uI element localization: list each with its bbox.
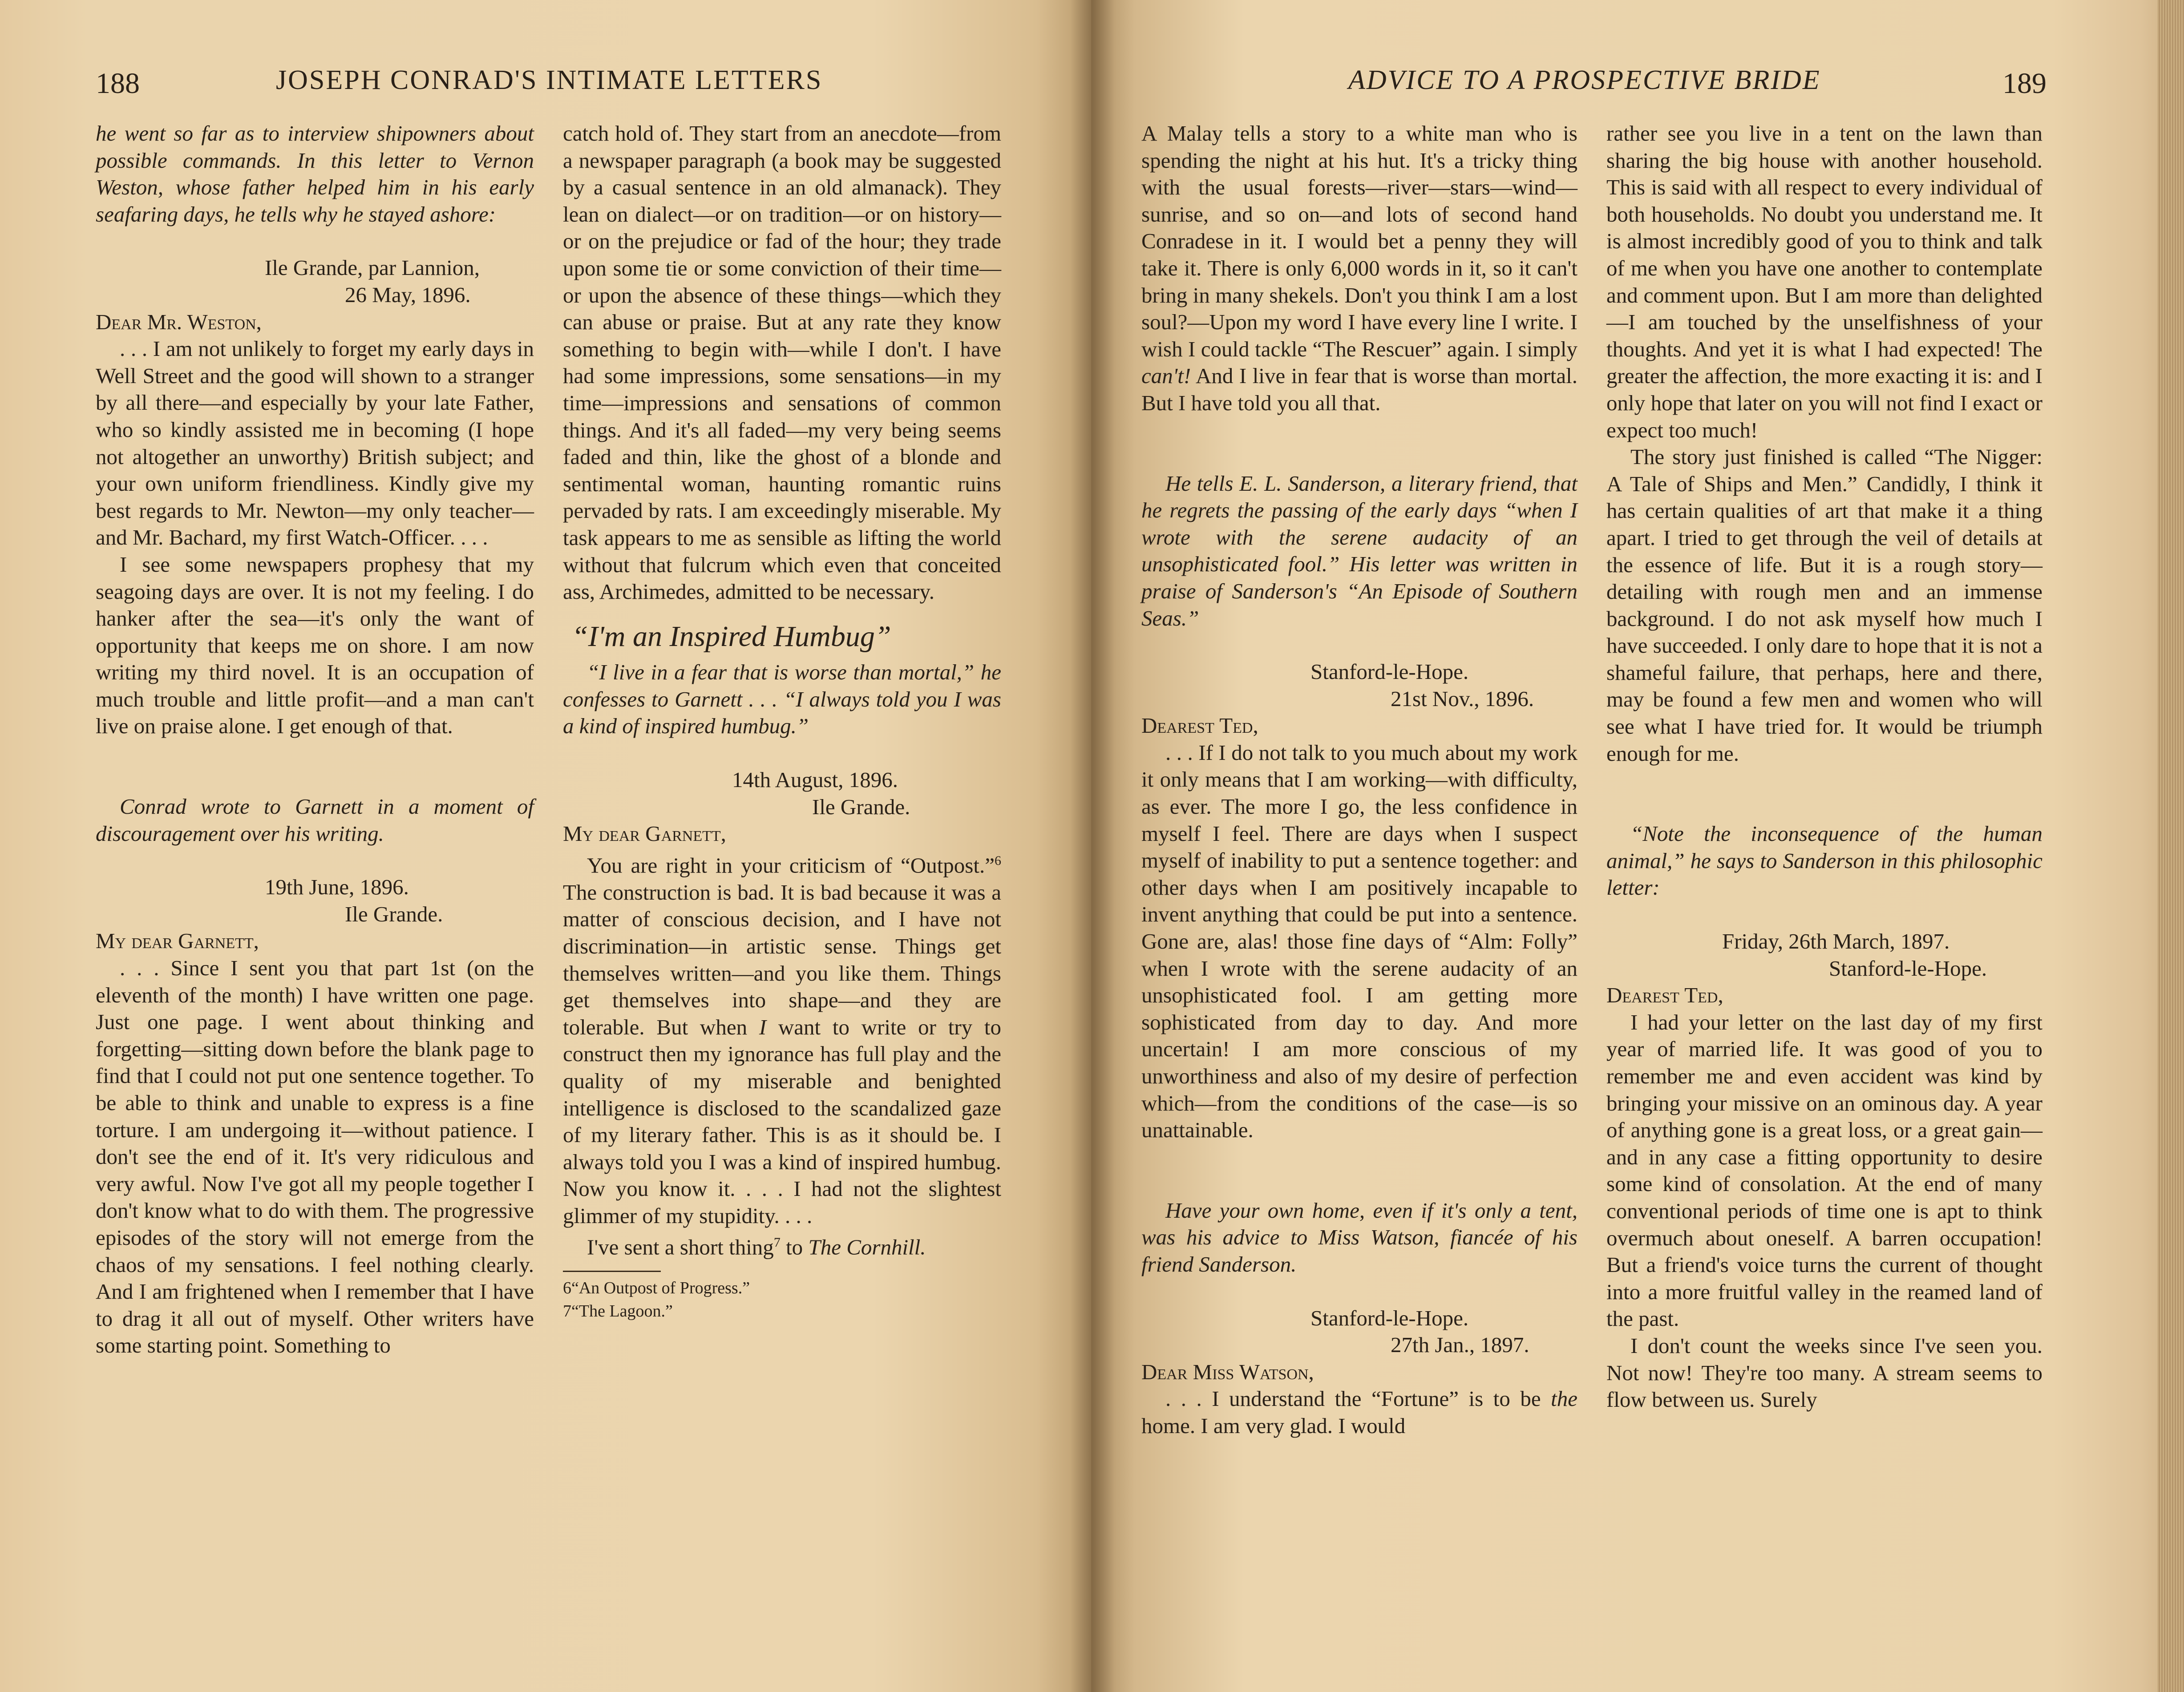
left-column-1 [96, 120, 534, 1359]
left-column-2 [563, 120, 1001, 1323]
letter-paragraph: I don't count the weeks since I've seen you. Not now! They're too many. A stream seems to flow between us. Surely [1606, 1333, 2042, 1412]
section-heading: “I'm an Inspired Humbug” [572, 620, 891, 653]
right-column-1 [1141, 120, 1577, 1440]
letter-paragraph: rather see you live in a tent on the lawn than sharing the big house with another household. This is said with all respect to every individual of both households. No doubt you understand me. It is almost incredibly good of you to think and talk of me when you have one another to contemplate and comment upon. But I am more than delighted—I am touched by the unselfishness of your thoughts. And yet it is what I had expected! The greater the affection, the more exacting it is: and I only hope that later on you will not find I exact or expect too much! [1606, 121, 2042, 442]
letter-paragraph: . . . I am not unlikely to forget my early days in Well Street and the good will shown to a stranger by all there—and especially by your late Father, who so kindly assisted me in becoming (I hope not altogether an unworthy) British subject; and your own uniform friendliness. Kindly give my best regards to Mr. Newton—my only teacher—and Mr. Bachard, my first Watch-Officer. . . . [96, 336, 534, 550]
intro-weston: he went so far as to interview shipowners about possible commands. In this letter to Vernon Weston, whose father helped him in his early seafaring days, he tells why he stayed ashore: [96, 121, 534, 226]
salutation-garnett: My dear Garnett, [96, 929, 259, 953]
letter-paragraph: . . . Since I sent you that part 1st (on the eleventh of the month) I have written one page. Just one page. I went about thinking and forgetting—sitting down before the blank page to find that I could not put one sentence together. To be able to think and unable to express is a fine torture. I am undergoing it—without patience. I don't see the end of it. It's very ridiculous and very awful. Now I've got all my people together I don't know what to do with them. The progressive episodes of the story will not emerge from the chaos of my sensations. I feel nothing clearly. And I am frightened when I remember that I have to drag it all out of myself. Other writers have some starting point. Something to [96, 956, 534, 1358]
page-edges [2157, 0, 2184, 1692]
letter-paragraph: You are right in your criticism of “Outpost.”$^6$ The construction is bad. It is bad because it was a matter of conscious decision, and I have not discrimination—in artistic sense. Things get themselves written—and you like them. Things get themselves into shape—and they are tolerable. But when I want to write or try to construct then my ignorance has full play and the quality of my miserable and benighted intelligence is disclosed to the scandalized gaze of my literary father. This is as it should be. I always told you I was a kind of inspired humbug. Now you know it. . . . I had not the slightest glimmer of my stupidity. . . . [563, 853, 1001, 1228]
dateline-place: Stanford-le-Hope. [1310, 1305, 1469, 1330]
letter-paragraph: A Malay tells a story to a white man who is spending the night at his hut. It's a tricky thing with the usual forests—river—stars—wind—sunrise, and so on—and lots of second hand Conradese in it. I would bet a penny they will take it. There is only 6,000 words in it, so it can't bring in many shekels. Don't you think I am a lost soul?—Upon my word I have every line I write. I wish I could tackle “The Rescuer” again. I simply can't! And I live in fear that is worse than mortal. But I have told you all that. [1141, 121, 1577, 415]
letter-paragraph: I see some newspapers prophesy that my seagoing days are over. It is not my feeling. I do hanker after the sea—it's only the want of opportunity that keeps me on shore. I am now writing my third novel. It is an occupation of much trouble and little profit—and a man can't live on praise alone. I get enough of that. [96, 552, 534, 739]
intro-inconsequence: “Note the inconsequence of the human animal,” he says to Sanderson in this philosophic letter: [1606, 821, 2042, 900]
letter-paragraph: catch hold of. They start from an anecdote—from a newspaper paragraph (a book may be suggested by a casual sentence in an old almanack). They lean on dialect—or on tradition—or on history—or on the prejudice or fad of the hour; they trade upon some tie or some conviction of their time—or upon the absence of these things—which they can abuse or praise. But at any rate they know something to begin with—while I don't. I have had some impressions, some sensations—in my time—impressions and sensations of common things. And it's all faded—my very being seems faded and thin, like the ghost of a blonde and sentimental woman, haunting romantic ruins pervaded by rats. I am exceedingly miserable. My task appears to me as sensible as lifting the world without that fulcrum which even that conceited ass, Archimedes, admitted to be necessary. [563, 121, 1001, 604]
left-running-head: JOSEPH CONRAD'S INTIMATE LETTERS [276, 65, 823, 95]
intro-garnett: Conrad wrote to Garnett in a moment of discouragement over his writing. [96, 794, 534, 846]
footnote-7: 7“The Lagoon.” [563, 1302, 673, 1321]
letter-paragraph: I had your letter on the last day of my first year of married life. It was good of you to remember me and even accident was kind by bringing your missive on an ominous day. A year of anything gone is a great loss, or a great gain—and in any case a fitting opportunity to desire some kind of consolation. At the end of many conventional periods of time one is apt to think overmuch about oneself. A barren occupation! But a friend's voice turns the current of thought into a more fruitful valley in the reamed land of the past. [1606, 1010, 2042, 1331]
dateline-place: Stanford-le-Hope. [1310, 659, 1469, 684]
intro-watson: Have your own home, even if it's only a tent, was his advice to Miss Watson, fiancée of his friend Sanderson. [1141, 1198, 1577, 1276]
footnote-rule [563, 1271, 661, 1272]
dateline-date: 27th Jan., 1897. [1391, 1333, 1529, 1357]
book-gutter [1070, 0, 1115, 1692]
salutation-ted: Dearest Ted, [1606, 983, 1723, 1008]
dateline-place: Stanford-le-Hope. [1829, 956, 1987, 981]
left-folio: 188 [96, 67, 140, 100]
intro-sanderson: He tells E. L. Sanderson, a literary friend, that he regrets the passing of the early days “when I wrote with the serene audacity of an unsophisticated fool.” His letter was written in praise of Sanderson's “An Episode of Southern Seas.” [1141, 471, 1577, 630]
dateline-place: Ile Grande. [345, 901, 443, 926]
dateline-date: Friday, 26th March, 1897. [1722, 929, 1950, 954]
dateline-date: 26 May, 1896. [345, 282, 471, 307]
letter-paragraph: The story just finished is called “The Nigger: A Tale of Ships and Men.” Candidly, I think it has certain qualities of art that make it a thing apart. I tried to get through the veil of details at the essence of life. But it is a rough story—detailing with rough men and an immense background. I do not ask myself how much I have succeeded. I only dare to hope that it is not a shameful failure, that perhaps, here and there, may be found a few men and women who will see what I have tried for. It would be triumph enough for me. [1606, 444, 2042, 766]
footnote-6: 6“An Outpost of Progress.” [563, 1279, 750, 1298]
salutation-ted: Dearest Ted, [1141, 713, 1258, 738]
dateline-place: Ile Grande, par Lannion, [265, 255, 480, 280]
dateline-date: 21st Nov., 1896. [1391, 686, 1534, 711]
letter-paragraph: . . . If I do not talk to you much about my work it only means that I am working—with difficulty, as ever. The more I go, the less confidence in myself I feel. There are days when I suspect myself of inability to put a sentence together: and other days when I am positively incapable to invent anything that could be put into a sentence. Gone are, alas! those fine days of “Alm: Folly” when I wrote with the serene audacity of an unsophisticated fool. I am getting more sophisticated from day to day. And more uncertain! I am more conscious of my unworthiness and also of my desire of perfection which—from the conditions of the case—is so unattainable. [1141, 740, 1577, 1143]
dateline-place: Ile Grande. [812, 794, 910, 819]
right-column-2 [1606, 120, 2042, 1413]
salutation-watson: Dear Miss Watson, [1141, 1359, 1314, 1384]
right-folio: 189 [2002, 67, 2046, 100]
letter-paragraph: . . . I understand the “Fortune” is to be the home. I am very glad. I would [1141, 1386, 1577, 1438]
salutation-garnett: My dear Garnett, [563, 821, 726, 846]
right-running-head: ADVICE TO A PROSPECTIVE BRIDE [1348, 65, 1821, 95]
intro-humbug: “I live in a fear that is worse than mortal,” he confesses to Garnett . . . “I always told you I was a kind of inspired humbug.” [563, 660, 1001, 739]
salutation-weston: Dear Mr. Weston, [96, 309, 262, 334]
letter-paragraph: I've sent a short thing$^7$ to The Cornhill. [587, 1235, 926, 1260]
dateline-date: 19th June, 1896. [265, 875, 409, 900]
dateline-date: 14th August, 1896. [732, 767, 898, 792]
